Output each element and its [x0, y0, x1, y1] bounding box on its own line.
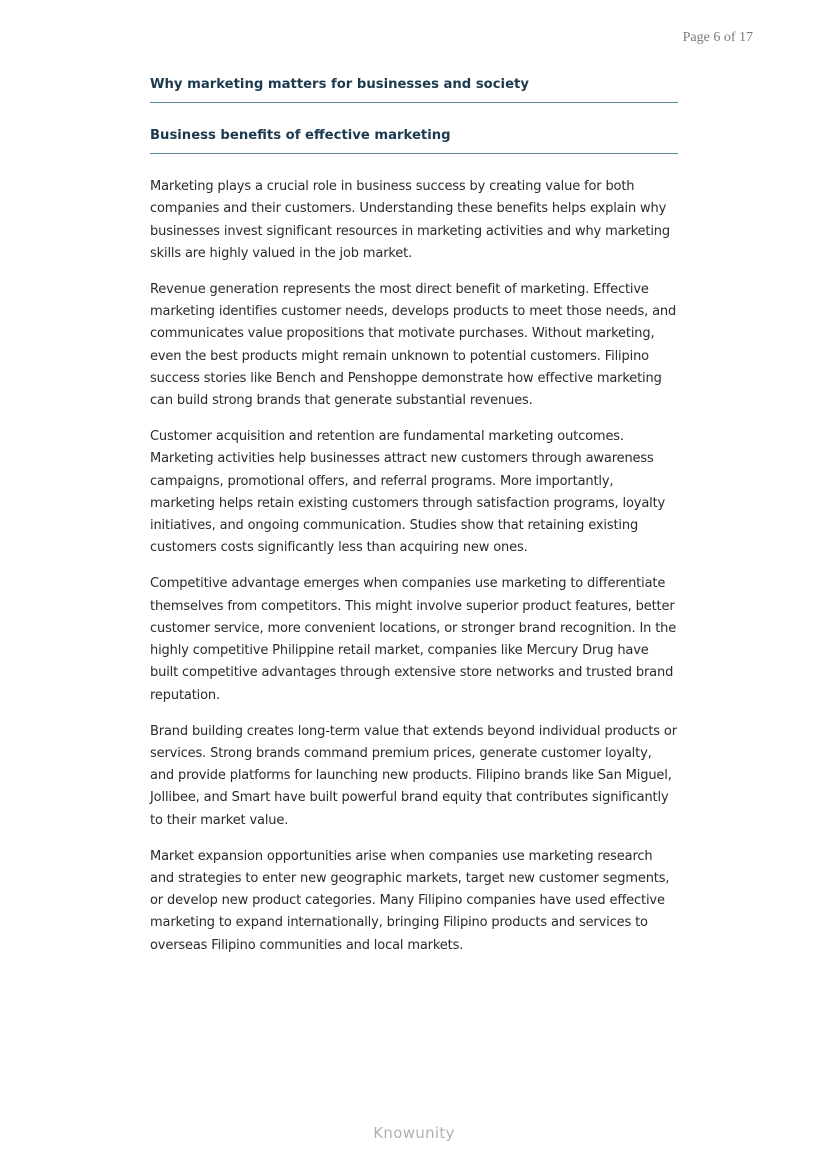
page-number: Page 6 of 17 [682, 30, 753, 45]
paragraph: Competitive advantage emerges when companies use marketing to differentiate themselves from competitors. This might involve superior product features, better customer service, more convenient locations, or stronger brand recognition. In the highly competitive Philippine retail market, companies like Mercury Drug have built competitive advantages through extensive store networks and trusted brand reputation. [150, 576, 677, 703]
section-subtitle: Business benefits of effective marketing [150, 127, 678, 154]
footer-brand-logo: Knowunity [373, 1124, 455, 1142]
section-title: Why marketing matters for businesses and society [150, 76, 678, 103]
paragraph: Customer acquisition and retention are fundamental marketing outcomes. Marketing activities help businesses attract new customers through awareness campaigns, promotional offers, and referral programs. More importantly, marketing helps retain existing customers through satisfaction programs, loyalty initiatives, and ongoing communication. Studies show that retaining existing customers costs significantly less than acquiring new ones. [150, 428, 666, 556]
paragraph: Market expansion opportunities arise when companies use marketing research and strategies to enter new geographic markets, target new customer segments, or develop new product categories. Many Filipino companies have used effective marketing to expand internationally, bringing Filipino products and services to overseas Filipino communities and local markets. [150, 848, 670, 953]
page-content [150, 76, 678, 971]
paragraph: Revenue generation represents the most direct benefit of marketing. Effective marketing identifies customer needs, develops products to meet those needs, and communicates value propositions that motivate purchases. Without marketing, even the best products might remain unknown to potential customers. Filipino success stories like Bench and Penshoppe demonstrate how effective marketing can build strong brands that generate substantial revenues. [150, 281, 677, 409]
paragraph: Marketing plays a crucial role in business success by creating value for both companies and their customers. Understanding these benefits helps explain why businesses invest significant resources in marketing activities and why marketing skills are highly valued in the job market. [150, 179, 670, 261]
paragraph: Brand building creates long-term value that extends beyond individual products or services. Strong brands command premium prices, generate customer loyalty, and provide platforms for launching new products. Filipino brands like San Miguel, Jollibee, and Smart have built powerful brand equity that contributes significantly to their market value. [150, 723, 677, 828]
